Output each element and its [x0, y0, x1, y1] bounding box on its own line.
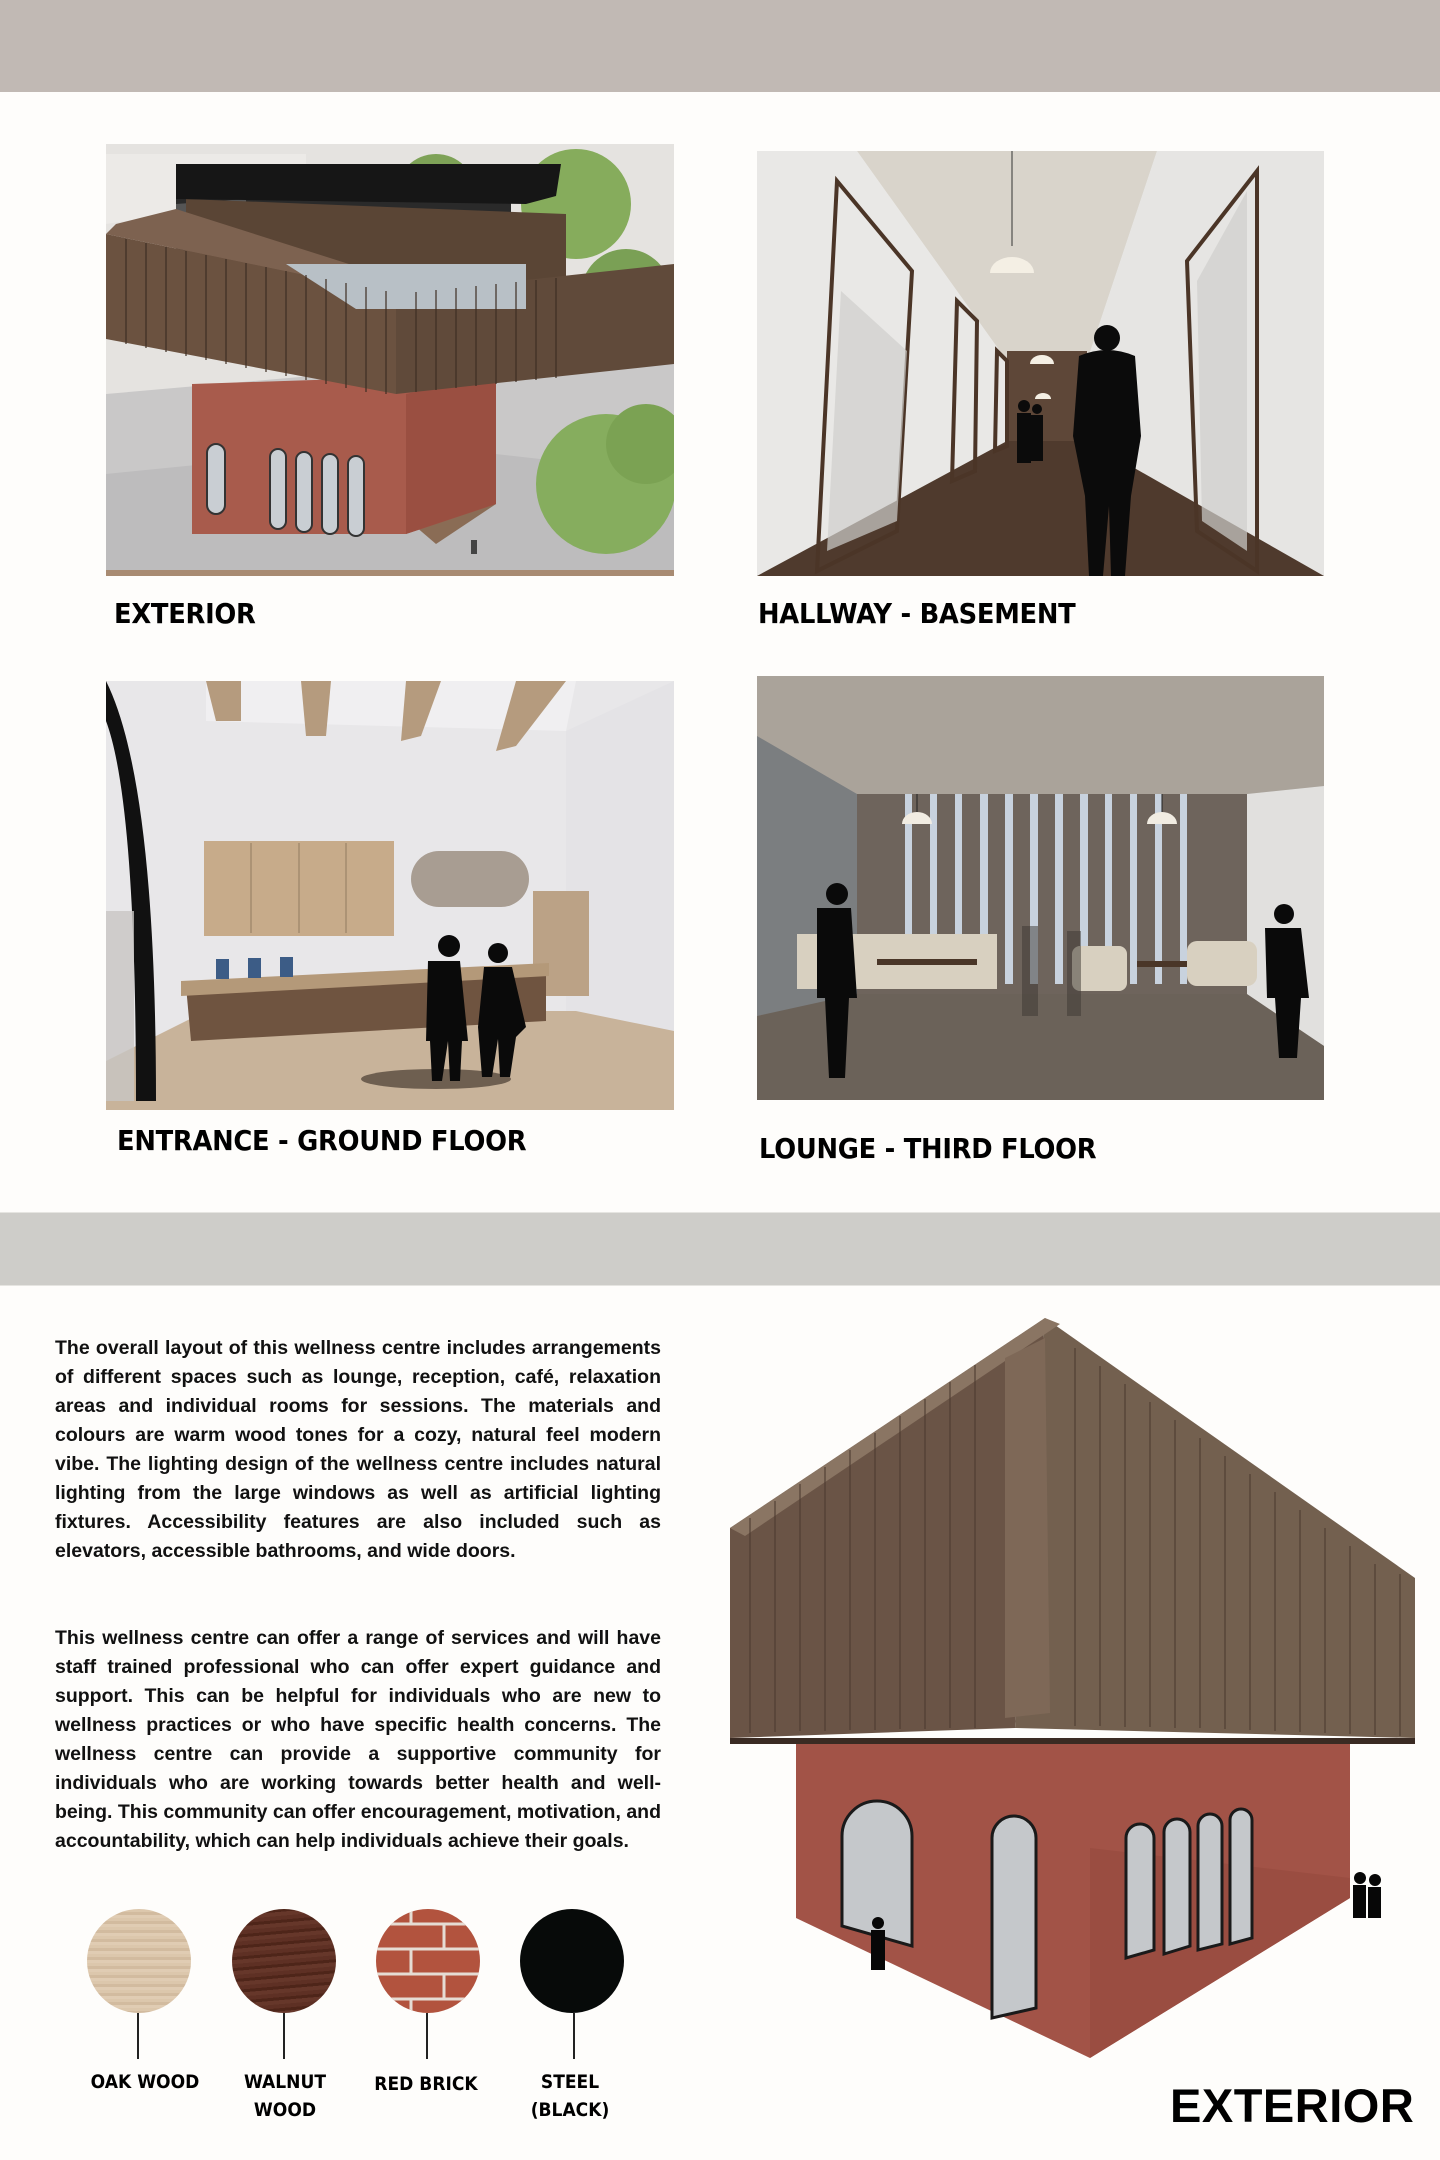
feature-title-exterior: EXTERIOR	[1170, 2079, 1415, 2132]
exterior-feature-rendering-image	[730, 1318, 1415, 2058]
swatch-stem	[283, 2013, 285, 2059]
lounge-rendering-image	[757, 676, 1324, 1100]
caption-lounge: LOUNGE - THIRD FLOOR	[759, 1132, 1097, 1165]
description-paragraph-services: This wellness centre can offer a range of services and will have staff trained professional who can offer expert guidance and support. This can be helpful for individuals who are new to wellness practices or who have specific health concerns. The wellness centre can provide a supportive community for individuals who are working towards better health and well-being. This community can offer encouragement, motivation, and accountability, which can help individuals achieve their goals.	[55, 1627, 661, 1852]
divider-band	[0, 1212, 1440, 1286]
label-steel-black: STEEL (BLACK)	[530, 2071, 610, 2121]
exterior-rendering-image	[106, 144, 674, 576]
description-paragraph-layout: The overall layout of this wellness centre includes arrangements of different spaces such as lounge, reception, café, relaxation areas and individual rooms for sessions. The materials and colours are warm wood tones for a cozy, natural feel modern vibe. The lighting design of the wellness centre includes natural lighting from the large windows as well as artificial lighting fixtures. Accessibility features are also included such as elevators, accessible bathrooms, and wide doors.	[55, 1337, 661, 1562]
swatch-stem	[137, 2013, 139, 2059]
swatch-stem	[426, 2013, 428, 2059]
label-walnut-wood: WALNUT WOOD	[243, 2071, 327, 2121]
swatch-stem	[573, 2013, 575, 2059]
label-red-brick: RED BRICK	[374, 2073, 478, 2095]
caption-entrance: ENTRANCE - GROUND FLOOR	[117, 1124, 527, 1157]
swatch-red-brick	[376, 1909, 480, 2013]
swatch-steel-black	[520, 1909, 624, 2013]
label-oak-wood: OAK WOOD	[90, 2071, 200, 2093]
entrance-rendering-image	[106, 681, 674, 1110]
caption-exterior: EXTERIOR	[114, 597, 256, 630]
header-band	[0, 0, 1440, 92]
swatch-oak-wood	[87, 1909, 191, 2013]
swatch-walnut-wood	[232, 1909, 336, 2013]
caption-hallway: HALLWAY - BASEMENT	[758, 597, 1076, 630]
hallway-rendering-image	[757, 151, 1324, 576]
